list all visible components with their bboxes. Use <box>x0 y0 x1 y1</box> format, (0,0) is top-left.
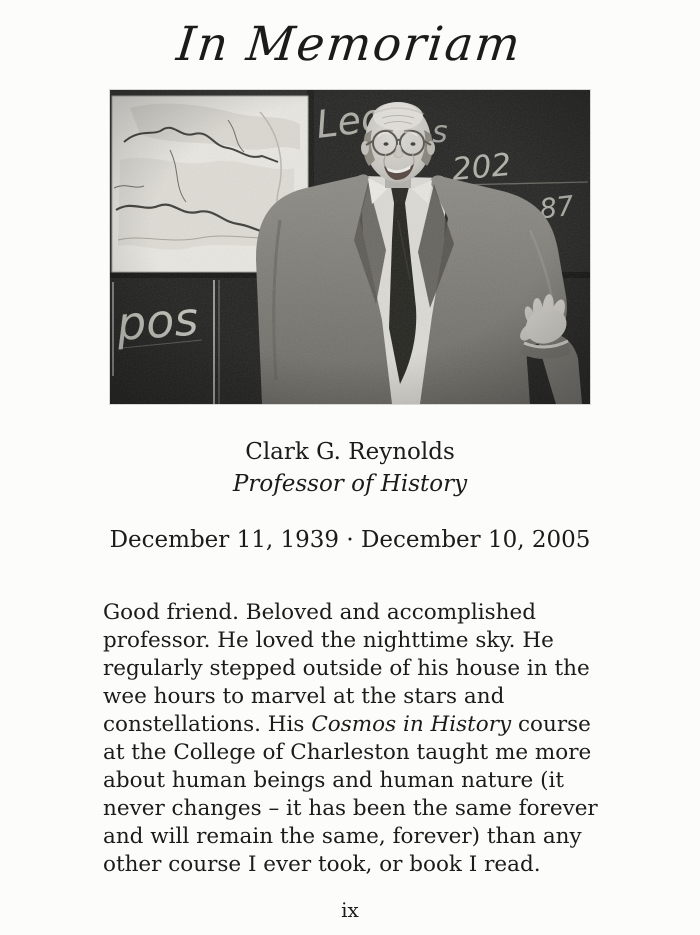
page-title: In Memoriam <box>174 17 525 72</box>
paragraph-part-2: course at the College of Charleston taught me more about human beings and human nature (it never changes – it has been the same forever and will remain the same, forever) than any other course I ever took, or book I read. <box>103 712 598 878</box>
memorial-photo-illustration <box>110 90 590 404</box>
memorial-paragraph <box>103 599 608 879</box>
course-title-italic: Cosmos in History <box>311 712 512 738</box>
memorial-role: Professor of History <box>232 470 468 497</box>
memorial-photo <box>109 89 591 405</box>
vignette-overlay <box>110 90 590 404</box>
memorial-name: Clark G. Reynolds <box>245 438 455 465</box>
page-number: ix <box>341 898 359 922</box>
paragraph-part-1: Good friend. Beloved and accomplished professor. He loved the nighttime sky. He regularly stepped outside of his house in the wee hours to marvel at the stars and constellations. His <box>103 600 590 738</box>
memorial-dates: December 11, 1939 · December 10, 2005 <box>109 526 591 553</box>
